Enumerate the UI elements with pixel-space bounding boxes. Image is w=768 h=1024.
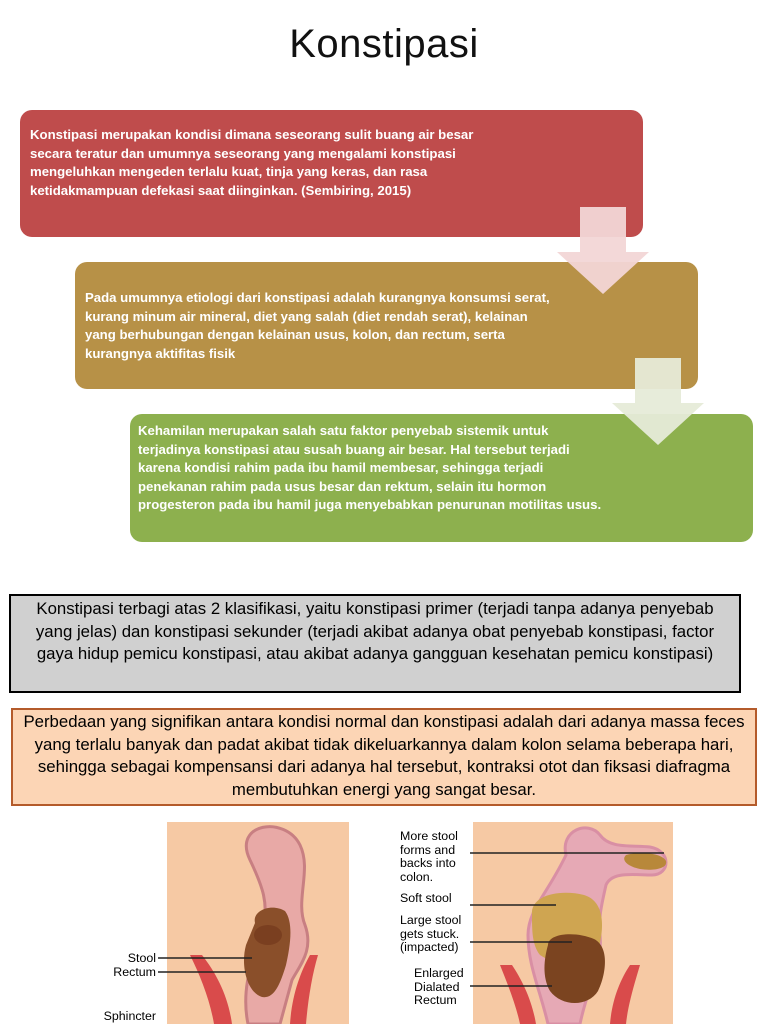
difference-note: Perbedaan yang signifikan antara kondisi normal dan konstipasi adalah dari adanya massa feces yang terlalu banyak dan padat akibat tidak dikeluarkannya dalam kolon selama beberapa hari, sehingga sebagai kompensansi dari adanya hal tersebut, kontraksi otot dan fiksasi diafragma membutuhkan energi yang sangat besar. bbox=[11, 708, 757, 806]
label-sphincter: Sphincter bbox=[103, 1009, 156, 1023]
label-large-stool: Large stool gets stuck. (impacted) bbox=[400, 913, 462, 954]
classification-note: Konstipasi terbagi atas 2 klasifikasi, yaitu konstipasi primer (terjadi tanpa adanya penyebab yang jelas) dan konstipasi sekunder (terjadi akibat adanya obat penyebab konstipasi, factor gaya hidup pemicu konstipasi, atau akibat adanya gangguan kesehatan pemicu konstipasi) bbox=[9, 594, 741, 693]
label-enlarged-rectum: Enlarged Dialated Rectum bbox=[414, 966, 464, 1007]
label-more-stool: More stool forms and backs into colon. bbox=[400, 829, 458, 884]
flow-box-definition: Konstipasi merupakan kondisi dimana seseorang sulit buang air besar secara teratur dan umumnya seseorang yang mengalami konstipasi mengeluhkan mengeden terlalu kuat, tinja yang keras, dan rasa ketidakmampuan defekasi saat diinginkan. (Sembiring, 2015) bbox=[20, 110, 643, 237]
flow-arrow-2-icon bbox=[612, 358, 704, 445]
flow-arrow-1-icon bbox=[557, 207, 649, 294]
page-title: Konstipasi bbox=[289, 22, 479, 66]
flow-box-etiology: Pada umumnya etiologi dari konstipasi adalah kurangnya konsumsi serat, kurang minum air mineral, diet yang salah (diet rendah serat), kelainan yang berhubungan dengan kelainan usus, kolon, dan rectum, serta kurangnya aktifitas fisik bbox=[75, 262, 698, 389]
label-stool: Stool bbox=[127, 951, 156, 965]
label-rectum: Rectum bbox=[113, 965, 156, 979]
label-soft-stool: Soft stool bbox=[400, 891, 452, 905]
rectum-illustration bbox=[0, 815, 768, 1024]
flow-box-pregnancy: Kehamilan merupakan salah satu faktor penyebab sistemik untuk terjadinya konstipasi atau susah buang air besar. Hal tersebut terjadi karena kondisi rahim pada ibu hamil membesar, sehingga terjadi penekanan rahim pada usus besar dan rektum, selain itu hormon progesteron pada ibu hamil juga menyebabkan penurunan motilitas usus. bbox=[130, 414, 753, 542]
